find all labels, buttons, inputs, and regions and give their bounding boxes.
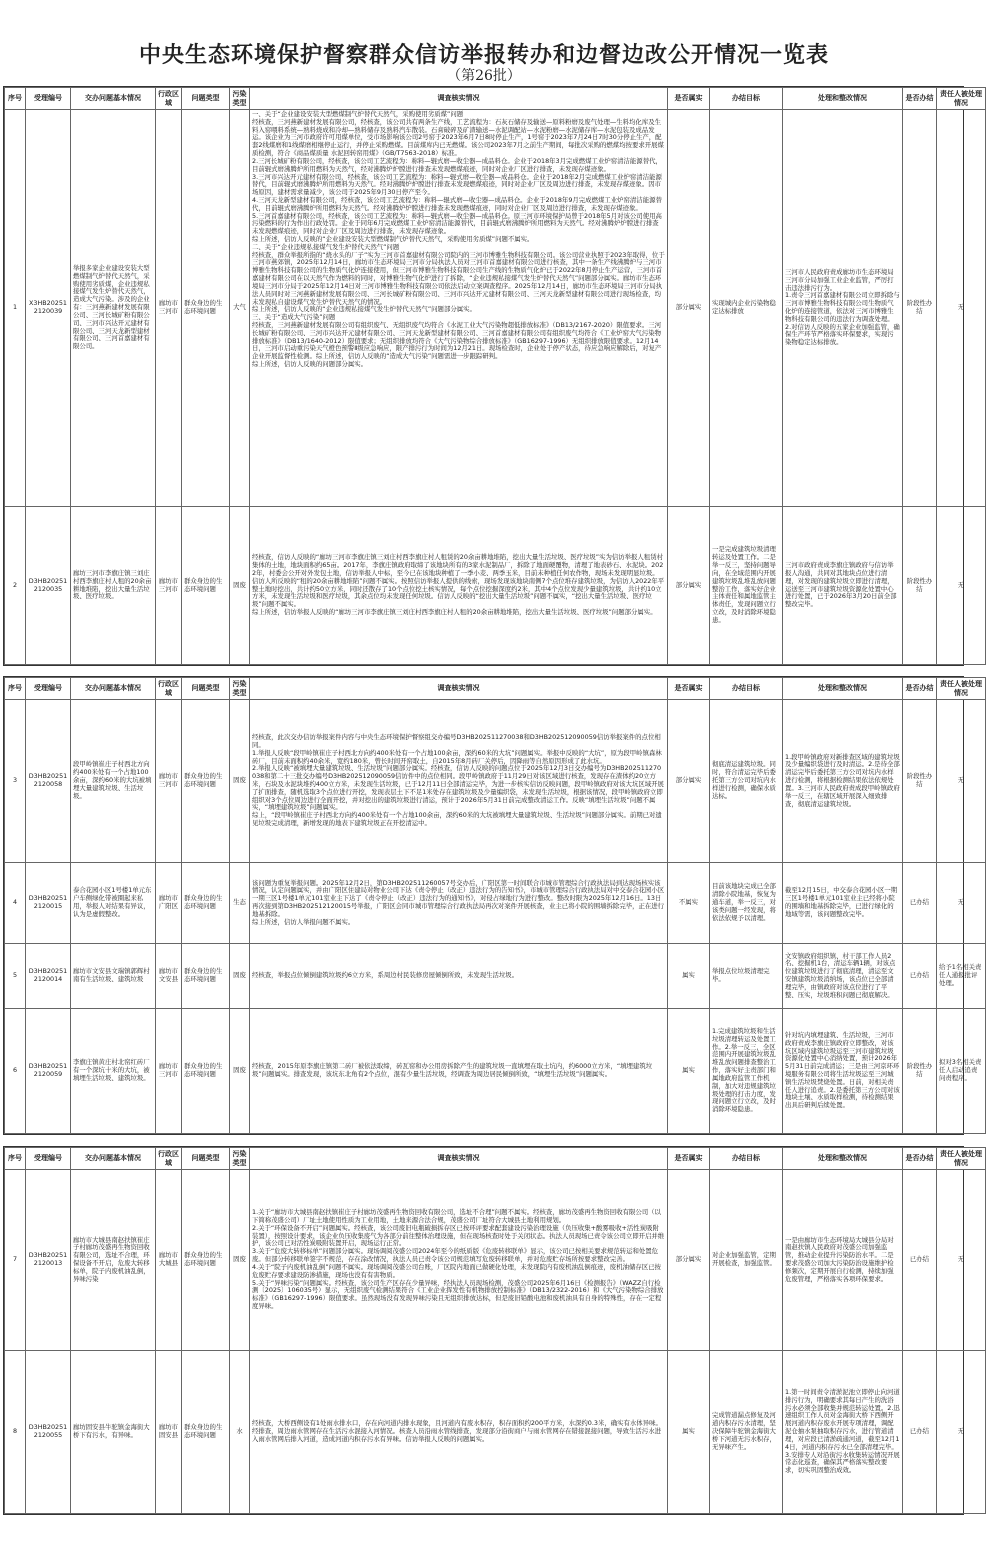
row-no: 1	[5, 110, 26, 507]
header-summary: 交办问题基本情况	[71, 678, 156, 700]
row-responsible: 无	[937, 863, 986, 944]
row-id: D3HB202512120013	[26, 1170, 71, 1351]
row-region: 廊坊市广阳区	[156, 863, 182, 944]
row-pollution: 固废	[230, 507, 250, 665]
header-verified: 是否属实	[668, 1148, 710, 1170]
row-done: 已办结	[903, 863, 937, 944]
row-investigation: 1.关于“廊坊市大城县南赵扶镇崔庄子村廊坊茂盛再生物资回收有限公司，选址不合理”问题不属实。经核查，廊坊茂盛再生物资回收有限公司（以下简称茂盛公司）厂址土地使用性质为工业用地，土地来源合法合规，茂盛公司厂址符合大城县土地利用规划。 2.关于“环保设备不开启”问题属实。经核查，该公司废旧电瓶破损拆存区已按环评要求配套建设污染治理设施（负压收集+酸雾吸收+活性炭吸附装置），按照设计要求，该企业负压收集废气为各部分前往整体治理设施，但在现场核查时处于关闭状态。执法人员现场已责令该公司立即开启并维护，该公司已对活性炭吸附装置开启，现场运行正常。 3.关于“危废大转移标单”问题部分属实。现场调阅茂盛公司2024年至今的纸质版《危废转移联单》显示，该公司已按相关要求规范转运和处置危废。但部分转移联单签字不规范，存在涂改情况，执法人员已责令该公司规范填写危废转移联单，并对危废贮存场所按要求整改完善。 4.关于“院子内废机油乱倒”问题不属实。现场调阅茂盛公司台账，厂区院内地面已做硬化处理，未发现院内有废机油乱倒痕迹，废机油储存区已按危废贮存要求建设防渗措施，现场也没有有害物质。 5.关于“异味污染”问题属实。经核查，该公司生产区存在少量异味，经执法人员现场检测，茂盛公司2025年6月16日《检测报告》（WAZZ自行检测〔2025〕106035号）显示，无组织废气检测结果符合《工业企业挥发性有机物排放控制标准》（DB13/2322-2016）和《大气污染物综合排放标准》（GB16297-1996）限值要求。虽然现场没有发现异味污染且无组织排放达标，但是废旧铅酸电池和废机油具有自身的特殊性，存在一定程度异味。	[250, 1170, 668, 1351]
row-handling: 文安镇政府组织镇、村干部工作人员2名、挖掘机1台，清运车辆1辆，对该点位建筑垃圾进行了彻底清理，清运至文安镇建筑垃圾消纳场，该点位已全部清理完毕，由镇政府对该点位进行了平整、压实，垃圾堆积问题已彻底解决。	[783, 944, 903, 1009]
header-summary: 交办问题基本情况	[71, 1148, 156, 1170]
row-investigation: 经核查，大桥西侧设有1处雨水排水口，存在向河道内排水现象，且河道内有废水积存，积存面积约200平方米，水深约0.3米，确实有水体异味。经排查，周边雨水管网存在生活污水混接入河情况。核查人员沿雨水管线排查，发现部分沿街商户与雨水管网存在错接混接问题，导致生活污水进入雨水管网后排入河道，造成河道内积存污水有异味。信访举报人反映的问题属实。	[250, 1351, 668, 1514]
header-summary: 交办问题基本情况	[71, 88, 156, 110]
header-type: 问题类型	[182, 1148, 230, 1170]
page-subtitle: （第26批）	[447, 68, 521, 84]
row-summary: 廊坊市文安县文瑞镇郭辉村南有生活垃圾、建筑垃圾	[71, 944, 156, 1009]
header-type: 问题类型	[182, 88, 230, 110]
row-type: 群众身边的生态环境问题	[182, 1170, 230, 1351]
petition-table	[4, 1147, 986, 1514]
row-type: 群众身边的生态环境问题	[182, 863, 230, 944]
row-summary: 廊坊三河市李旗庄镇三刘庄村西李旗庄村人租的20余亩耕地堆陷，挖出大量生活垃圾、医疗垃圾。	[71, 507, 156, 665]
table-header	[5, 1148, 986, 1170]
table-row	[5, 1009, 986, 1134]
header-responsible: 责任人被处理情况	[937, 1148, 986, 1170]
row-goal: 目前该地块完成已全部清除小院地基，恢复为通车道，举一反三，对该类问题一经发现，将依法依规予以清理。	[710, 863, 783, 944]
table-header	[5, 88, 986, 110]
row-done: 已办结	[903, 1351, 937, 1514]
row-goal: 完成管道漏点修复及河道内积存污水清理，坚决保障牛驼镇金海街大桥下河道无污水积存，无异味产生。	[710, 1351, 783, 1514]
header-pollution: 污染类型	[230, 678, 250, 700]
row-summary: 廊坊固安县牛驼镇金海街大桥下有污水，有异味。	[71, 1351, 156, 1514]
petition-table	[4, 87, 986, 665]
header-region: 行政区域	[156, 678, 182, 700]
row-goal: 实现城内企业污染物稳定达标排放	[710, 110, 783, 507]
row-handling: 1.段甲岭镇政府对新排查区域的建筑垃圾及少量编织袋进行及时清运。2.是待全部清运完毕后委托第三方公司对坑内水样进行检测，将根据检测结果依法依规处置。3.三河市人民政府责成段甲岭镇政府举一反三，在辖区域开展深入细致排查，彻底清运建筑垃圾。	[783, 700, 903, 863]
table-row	[5, 1170, 986, 1351]
row-no: 6	[5, 1009, 26, 1134]
table-row	[5, 110, 986, 507]
table-page-2	[3, 676, 982, 1135]
row-pollution: 水	[230, 1351, 250, 1514]
row-type: 群众身边的生态环境问题	[182, 507, 230, 665]
row-id: D3HB202512120015	[26, 863, 71, 944]
table-page-3	[3, 1146, 982, 1515]
table-row	[5, 944, 986, 1009]
row-handling: 三河市人民政府责成廊坊市生态环境局三河市分局加强工业企业监管，严厉打击违法排污行为。 1.责令三河首嘉建材有限公司立即拆除与三河市博雅生物科技有限公司生物质气化炉的连接管道，依法对三河市博雅生物科技有限公司的违法行为调查处理。 2.对信访人反映的五家企业加强监管，确保生产环节严格落实环保要求，实现污染物稳定达标排放。	[783, 110, 903, 507]
row-type: 群众身边的生态环境问题	[182, 700, 230, 863]
row-responsible: 拟对3名相关责任人启动追责问责程序。	[937, 1009, 986, 1134]
row-goal: 对企业加强监管，定期开展检查，加强监管。	[710, 1170, 783, 1351]
row-goal: 彻底清运建筑垃圾。同时，符合清运完毕后委托第三方公司对坑内水样进行检测，确保水质达标。	[710, 700, 783, 863]
header-handling: 处理和整改情况	[783, 1148, 903, 1170]
row-done: 已办结	[903, 1170, 937, 1351]
row-pollution: 大气	[230, 110, 250, 507]
header-investigation: 调查核实情况	[250, 1148, 668, 1170]
row-summary: 廊坊市大城县南赵扶镇崔庄子村廊坊茂盛再生物资回收有限公司，选址不合理，环保设备不开启，危废大转移标单，院子内废机油乱倒，异味污染	[71, 1170, 156, 1351]
header-goal: 办结目标	[710, 678, 783, 700]
row-verified: 部分属实	[668, 700, 710, 863]
header-pollution: 污染类型	[230, 88, 250, 110]
header-verified: 是否属实	[668, 88, 710, 110]
header-goal: 办结目标	[710, 1148, 783, 1170]
table-row	[5, 863, 986, 944]
row-summary: 李旗庄镇黄庄村北窑红砖厂有一个深坑十米的大坑，被填埋生活垃圾、建筑垃圾。	[71, 1009, 156, 1134]
header-region: 行政区域	[156, 88, 182, 110]
row-type: 群众身边的生态环境问题	[182, 1351, 230, 1514]
row-verified: 属实	[668, 1351, 710, 1514]
header-no: 序号	[5, 1148, 26, 1170]
row-region: 廊坊市三河市	[156, 507, 182, 665]
row-handling: 一是由廊坊市生态环境局大城县分局对南赵扶镇人民政府对茂盛公司加强监管，推动企业提升污染防治水平。二是要求茂盛公司加大污染防治设施维护检修频次，定期开展自行检测，持续加强危废管理，严格落实各项环保要求。	[783, 1170, 903, 1351]
row-verified: 部分属实	[668, 110, 710, 507]
row-goal: 1.完成建筑垃圾和生活垃圾清理转运及处置工作。2.举一反三，全区范围内开展建筑垃圾乱堆乱放问题排查整治工作，落实好主责部门和属地政府监管工作机制，加大对违规建筑垃圾处理的打击力度，发现问题立行立改，及时消除环境隐患。	[710, 1009, 783, 1134]
header-id: 受理编号	[26, 678, 71, 700]
row-no: 8	[5, 1351, 26, 1514]
row-id: D3HB202512120058	[26, 700, 71, 863]
row-verified: 不属实	[668, 863, 710, 944]
table-header	[5, 678, 986, 700]
header-region: 行政区域	[156, 1148, 182, 1170]
header-goal: 办结目标	[710, 88, 783, 110]
row-investigation: 一、关于“企业建设安装大型燃煤制气炉替代天然气，采购使用劣质煤”问题 经核查，三河燕新建材发展有限公司，经核查，该公司共有两条生产线，工艺流程为：石灰石储存及输送—原料粉磨及废气处理—生料均化库及生料入窑喂料系统—熟料烧成和冷却—熟料储存及熟料汽车散装。石膏破碎及矿渣输送—水泥调配站—水泥粉磨—水泥储存库—水泥包装及成品发运。该企业为三河市政府许可用煤单位，受市场影响该公司2号窑于2023年6月7日8时停止生产，1号窑于2023年7月24日7时30分停止生产，配套2线煤磨和1线煤磨相继停止运行，并停止采购燃煤。目前煤库内已无燃煤。该公司2023年7月之前生产期间，每批次采购的燃煤均按要求开展煤质检测，符合《商品煤质量 水泥回转窑用煤》（GB/T7563-2018）标准。 2.三河长城矿粉有限公司，经核查，该公司工艺流程为：称料—辊式磨—收尘器—成品料仓。企业于2018年3月完成燃煤工业炉窑清洁能源替代，目前辊式磨沸腾炉所用燃料为天然气，经对沸腾炉炉膛进行排查未发现燃煤痕迹，同时对企业厂区进行排查，未发现存煤迹象。 3.三河市兴达开元建材有限公司，经核查，该公司工艺流程为：称料—辊式磨—收尘器—成品料仓。企业于2018年2月完成燃煤工业炉窑清洁能源替代，目前辊式磨沸腾炉所用燃料为天然气。经对沸腾炉炉膛进行排查未发现燃煤痕迹，同时对企业厂区及周边进行排查，未发现存煤迹象。因市场原因，建材需求量减少，该公司于2025年9月30日停产至今。 4.三河天龙新型建材有限公司，经核查，该公司工艺流程为：称料—辊式磨—收尘器—成品料仓。企业于2018年9月完成燃煤工业炉窑清洁能源替代，目前辊式磨沸腾炉所用燃料为天然气。经对沸腾炉炉膛进行排查未发现燃煤痕迹，同时对企业厂区及周边进行排查，未发现存煤迹象。 5.三河首嘉建材有限公司，经核查，该公司工艺流程为：称料—辊式磨—收尘器—成品料仓。原三河市环境保护局曾于2018年5月对该公司使用高污染燃料的行为作出行政处罚。企业于同年6月完成燃煤工业炉窑清洁能源替代，目前辊式磨沸腾炉所用燃料为天然气。经对沸腾炉炉膛进行排查未发现燃煤痕迹，同时对企业厂区及周边进行排查，未发现存煤迹象。 综上所述，信访人反映的“企业建设安装大型燃煤制气炉替代天然气，采购使用劣质煤”问题不属实。 二、关于“企业违规私接煤气发生炉替代天然气”问题 经核查，群众举报所指的“烧水头的厂子”实为三河市首嘉建材有限公司院内的三河市博雅生物科技有限公司。该公司营业执照于2023年取得，位于三河市燕郊镇，2025年12月14日，廊坊市生态环境局三河市分局执法人员对三河市首嘉建材有限公司进行核查，其中一条生产线沸腾炉与三河市博雅生物科技有限公司的生物质气化炉连接使用，但三河市博雅生物科技有限公司生产线的生物质气化炉已于2022年8月停止生产运营，三河市首嘉建材有限公司在以天然气作为燃料的同时，对博雅生物气化炉进行了拆除，“企业违规私接煤气发生炉替代天然气”问题部分属实。廊坊市生态环境局三河市分局于2025年12月14日对三河市博雅生物科技有限公司依法启动立案调查程序。2025年12月14日，廊坊市生态环境局三河市分局执法人员同时对三河燕新建材发展有限公司、三河长城矿粉有限公司、三河市兴达开元建材有限公司、三河天龙新型建材有限公司进行现场检查，均未发现私自建设煤气发生炉替代天然气的情况。 综上所述，信访人反映的“企业违规私接煤气发生炉替代天然气”问题部分属实。 三、关于“造成大气污染”问题 经核查，三河燕新建材发展有限公司有组织废气、无组织废气均符合《水泥工业大气污染物超低排放标准》（DB13/2167-2020）限值要求。三河长城矿粉有限公司、三河市兴达开元建材有限公司、三河天龙新型建材有限公司、三河首嘉建材有限公司有组织废气均符合《工业炉窑大气污染物排放标准》（DB13/1640-2012）限值要求；无组织排放均符合《大气污染物综合排放标准》（GB16297-1996）无组织排放限值要求。12月14日，三河市启动重污染天气橙色预警Ⅱ级应急响应，限产排污行为时间为12月21日。现场检查时，企业处于停产状态，待应急响应解除后，对复产企业开展监督性检测。综上所述，信访人反映的“造成大气污染”问题需进一步跟踪研判。 综上所述，信访人反映的问题部分属实。	[250, 110, 668, 507]
row-region: 廊坊市三河市	[156, 700, 182, 863]
header-handling: 处理和整改情况	[783, 678, 903, 700]
row-responsible: 无	[937, 507, 986, 665]
row-summary: 泰合花园小区1号楼1单元东户车侧绿化带被圈起来私用，举报人对结果有异议，认为是虚假整改。	[71, 863, 156, 944]
header-investigation: 调查核实情况	[250, 678, 668, 700]
row-done: 阶段性办结	[903, 507, 937, 665]
row-region: 廊坊市三河市	[156, 110, 182, 507]
row-verified: 部分属实	[668, 507, 710, 665]
row-region: 廊坊市三河市	[156, 1009, 182, 1134]
row-handling: 截至12月15日，中交泰合花园小区一期三区1号楼1单元101室业主已经将小院的围墙和地基拆除完毕，已进行绿化的地域等需，该问题整改完毕。	[783, 863, 903, 944]
row-investigation: 经核查，信访人反映的“廊坊三河市李旗庄镇三刘庄村西李旗庄村人租赁的20余亩耕地堆陷，挖出大量生活垃圾、医疗垃圾”实为信访举报人租赁村集体的土地，地块面积约65亩。2017年，李旗庄镇政府取缔了该地块所有的3家水泥制品厂，拆除了地面硬覆物，清理了地表砂石、水泥块。2022年，村委会公开对外发包土地，信访举报人中标，至今已在该地块种植了一季小麦、两季玉米，目前未种植任何农作物，现场未发现明显垃圾。信访人所反映的“租的20余亩耕地堆陷”问题不属实。按照信访举报人提供的线索，现场发现该地块南侧7个点位堆存建筑垃圾，为信访人2022年平整土地时挖出，共计约50立方米，同时还散存了10个点位挖土核实情况，每个点位挖掘深度约2米，其中4个点位发现少量建筑垃圾，共计约10立方米，未发现生活垃圾和医疗垃圾，其余点位均未发现任何垃圾。信访人反映的“挖出大量生活垃圾”问题不属实，“挖出大量生活垃圾、医疗垃圾”问题不属实。 综上所述，信访举报人反映的“廊坊三河市李旗庄镇三刘庄村西李旗庄村人租的20余亩耕地堆陷，挖出大量生活垃圾、医疗垃圾”问题部分属实。	[250, 507, 668, 665]
row-pollution: 生态	[230, 863, 250, 944]
row-type: 群众身边的生态环境问题	[182, 1009, 230, 1134]
header-verified: 是否属实	[668, 678, 710, 700]
header-investigation: 调查核实情况	[250, 88, 668, 110]
row-id: D3HB202512120035	[26, 507, 71, 665]
row-verified: 属实	[668, 1009, 710, 1134]
row-id: X3HB202512120039	[26, 110, 71, 507]
header-id: 受理编号	[26, 88, 71, 110]
row-id: D3HB202512120059	[26, 1009, 71, 1134]
row-summary: 举报多家企业建设安装大型燃煤制气炉替代天然气，采购使用劣质煤，企业违规私接煤气发生炉替代天然气，造成大气污染。涉及的企业有：三河燕新建材发展有限公司、三河长城矿粉有限公司、三河市兴达开元建材有限公司、三河天龙新型建材有限公司、三河首嘉建材有限公司。	[71, 110, 156, 507]
header-done: 是否办结	[903, 88, 937, 110]
row-goal: 举报点位垃圾清理完毕。	[710, 944, 783, 1009]
header-responsible: 责任人被处理情况	[937, 678, 986, 700]
header-no: 序号	[5, 88, 26, 110]
table-row	[5, 700, 986, 863]
header-type: 问题类型	[182, 678, 230, 700]
row-summary: 段甲岭镇崔庄子村西北方向约400米处有一个占地100余亩，深约60米的大坑被填埋大量建筑垃圾、生活垃圾。	[71, 700, 156, 863]
header-pollution: 污染类型	[230, 1148, 250, 1170]
row-region: 廊坊市固安县	[156, 1351, 182, 1514]
row-pollution: 固废	[230, 1009, 250, 1134]
row-responsible: 无	[937, 700, 986, 863]
header-handling: 处理和整改情况	[783, 88, 903, 110]
row-done: 阶段性办结	[903, 700, 937, 863]
header-id: 受理编号	[26, 1148, 71, 1170]
row-type: 群众身边的生态环境问题	[182, 110, 230, 507]
row-no: 5	[5, 944, 26, 1009]
row-investigation: 经核查，此次交办信访举报案件内容与中央生态环境保护督察组交办编号D3HB202511270038和D3HB202512090059信访举报案件的点位相同。 1.举报人反映“段甲岭镇崔庄子村西北方向约400米处有一个占地100余亩，深约60米的大坑”问题属实。举报中反映的“大坑”，原为段甲岭镇森林砖厂，目前未面积约40余米，宽约180米，曾长时间开窑取土，自2015年8月砖厂关停后，因降雨等自然原因形成了此水坑。 2.举报人反映“被填埋大量建筑垃圾、生活垃圾”问题部分属实。经核查，信访人反映的问题点位于2025年12月3日交办编号为D3HB202511270038和第二十三批交办编号D3HB202512090059信访件中的点位相同。段甲岭镇政府于11月29日对该区域进行核查，发现存在渣体约20立方米，石块及水泥块堆约400立方米，未发现生活垃圾，已于12月11日全部清运完毕，为进一步核实信访反映问题，段甲岭镇政府对该大坑区域开展了扩面排查，随机选取3个点位进行开挖，发现表层土下不足1米处存在建筑垃圾及少量编织袋，未发现生活垃圾，根据该情况，段甲岭镇政府立即组织对3个点位周边进行全面开挖，并对挖出的建筑垃圾进行清运，预计于2026年5月31日前完成整改清运工作。反映“填埋生活垃圾”问题不属实，“填埋建筑垃圾”问题属实。 综上，“段甲岭镇崔庄子村西北方向约400米处有一个占地100余亩，深约60米的大坑被填埋大量建筑垃圾、生活垃圾”问题部分属实。前期已对遗见垃圾完成清理，新增发现的地表下建筑垃圾正在开挖清运中。	[250, 700, 668, 863]
row-responsible: 无	[937, 1351, 986, 1514]
header-done: 是否办结	[903, 678, 937, 700]
row-pollution: 固废	[230, 700, 250, 863]
page-title: 中央生态环境保护督察群众信访举报转办和边督边改公开情况一览表	[138, 42, 829, 68]
row-responsible: 给予1名相关责任人通报批评处理。	[937, 944, 986, 1009]
row-region: 廊坊市文安县	[156, 944, 182, 1009]
row-investigation: 经核查，举报点位倾倒建筑垃圾约6立方米，系周边村民装修房屋倾倒所致，未发现生活垃圾。	[250, 944, 668, 1009]
row-done: 阶段性办结	[903, 110, 937, 507]
header-no: 序号	[5, 678, 26, 700]
row-investigation: 经核查，2015年原李旗庄镇第二砖厂被依法取缔，砖瓦窑和办公用房拆除产生的建筑垃圾一直填埋在取土坑内，约6000立方米，“填埋建筑垃圾”问题属实。排查发现，该坑东北角有2个点位，混有少量生活垃圾，经调查为周边居民倾倒所致，“填埋生活垃圾”问题属实。	[250, 1009, 668, 1134]
row-responsible: 无	[937, 1170, 986, 1351]
table-row	[5, 507, 986, 665]
header-done: 是否办结	[903, 1148, 937, 1170]
row-responsible: 无	[937, 110, 986, 507]
row-no: 7	[5, 1170, 26, 1351]
row-no: 4	[5, 863, 26, 944]
row-pollution: 固废	[230, 1170, 250, 1351]
row-pollution: 固废	[230, 944, 250, 1009]
header-responsible: 责任人被处理情况	[937, 88, 986, 110]
row-verified: 属实	[668, 944, 710, 1009]
row-id: D3HB202512120014	[26, 944, 71, 1009]
row-type: 群众身边的生态环境问题	[182, 944, 230, 1009]
row-handling: 针对坑内填埋建筑、生活垃圾，三河市政府责成李旗庄镇政府立即整改，对该坑区域内建筑垃圾运至三河市建筑垃圾资源化处置中心消纳处置，预计2026年5月31日前完成清运；三是由三河京环环境服务有限公司将生活垃圾运至三河城镇生活垃圾焚烧处置。日前，对相关责任人进行追责。2.是委托第三方公司对该地块土壤、水质取样检测，待检测结果出具后研判后续处置。	[783, 1009, 903, 1134]
table-page-1	[3, 86, 982, 666]
table-row	[5, 1351, 986, 1514]
row-id: D3HB202512120055	[26, 1351, 71, 1514]
row-region: 廊坊市大城县	[156, 1170, 182, 1351]
row-no: 3	[5, 700, 26, 863]
row-handling: 三河市政府责成李旗庄镇政府与信访举报人沟通，共同对其地块点位进行清理，对发现的建筑垃圾立即进行清理，运送至三河市建筑垃圾资源化处置中心进行处置，已于2026年3月20日前全部整改完毕。	[783, 507, 903, 665]
row-verified: 部分属实	[668, 1170, 710, 1351]
row-done: 阶段性办结	[903, 1009, 937, 1134]
row-handling: 1.第一时间责令清淤泥池立即停止向河道排污行为，明确要求其每日产生的洗浴污水必须全部收集并规范转运处置。2.迅速组织工作人员对金海街大桥下西侧开展河道内积存废水开展专项清理，调配泥仓抽水泵抽取积存污水，进行管道清理，对应段已清淤疏通河道，截至12月14日，河道内积存污水已全部清理完毕。3.安排专人对沿街污水收集转运情况开展常态化巡查，确保其严格落实整改要求，切实巩固整治成效。	[783, 1351, 903, 1514]
row-investigation: 该问题为重复举报问题。2025年12月2日，第D3HB202511260057号交办后，广阳区第一时间联合市城市管理综合行政执法局到达现场核实该情况，认定问题属实，并由广阳区住建局对物业公司下达《责令停止（改正）违法行为的告知书》，市城市管理综合行政执法局对中交泰合花园小区一期三区1号楼1单元101室业主下达了《责令停止（改正）违法行为的通知书》，对侵占绿地行为进行整改。整改时限为2025年12月16日。13日再次接到第D3HB202512120015号举报，广阳区会同市城市管理综合行政执法局再次对案件开展核查，业主已将小院的围墙拆除完毕，正在进行地基拆除。 综上所述，信访人举报问题不属实。	[250, 863, 668, 944]
petition-table	[4, 677, 986, 1134]
row-done: 已办结	[903, 944, 937, 1009]
row-no: 2	[5, 507, 26, 665]
row-goal: 一是完成建筑垃圾清理转运及处置工作。二是举一反三，坚持问题导向，在全域范围内开展建筑垃圾乱堆乱放问题整治工作，落实好企业主体责任和属地监管主体责任，发现问题立行立改，及时消除环境隐患。	[710, 507, 783, 665]
